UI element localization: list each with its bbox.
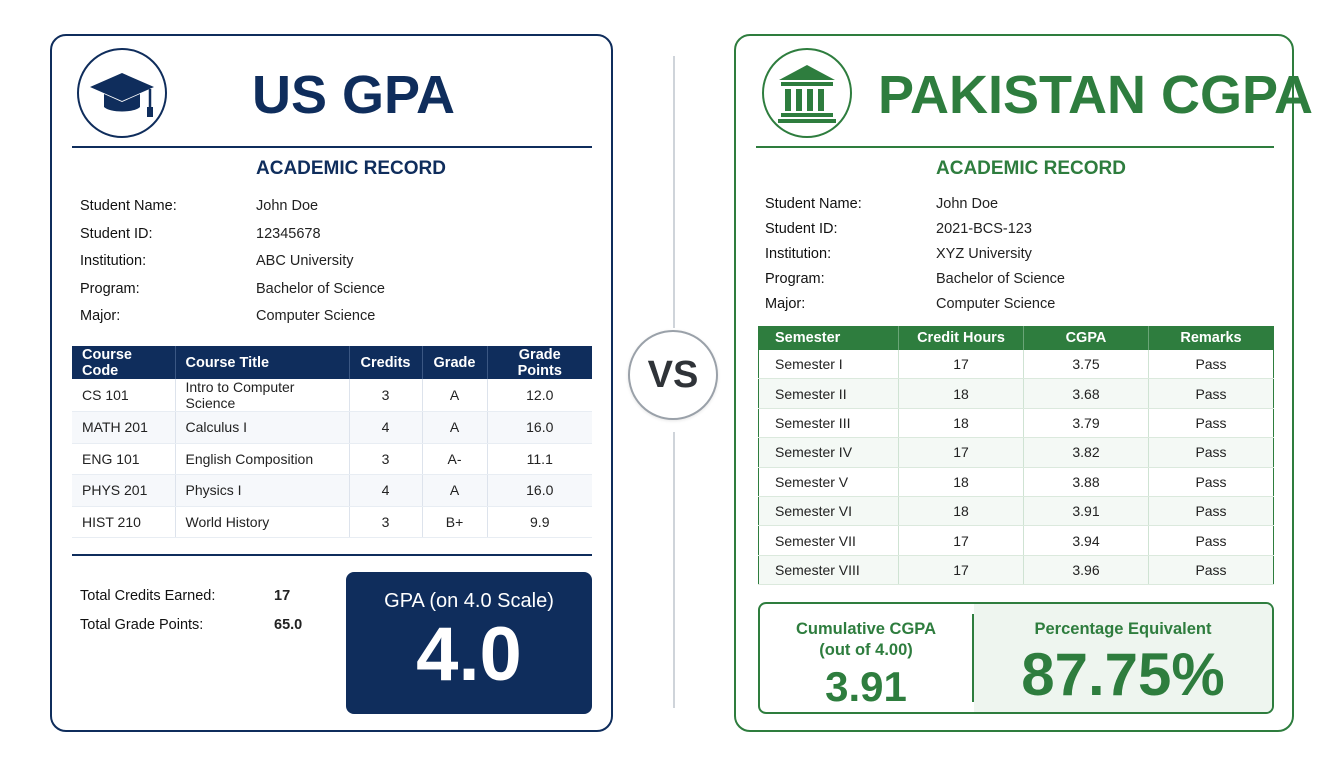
table-cell: 3.96 bbox=[1024, 555, 1149, 584]
info-value: Bachelor of Science bbox=[936, 271, 1065, 287]
table-row bbox=[759, 496, 1274, 525]
column-header: CGPA bbox=[1024, 327, 1149, 350]
info-label: Student Name: bbox=[765, 196, 862, 212]
table-cell: Semester VIII bbox=[759, 555, 899, 584]
us-title: US GPA bbox=[252, 65, 456, 125]
pk-summary-box bbox=[758, 602, 1274, 714]
table-cell: Pass bbox=[1149, 467, 1274, 496]
info-label: Program: bbox=[765, 271, 825, 287]
column-header: Semester bbox=[759, 327, 899, 350]
divider-line-top bbox=[673, 56, 675, 328]
percentage-value: 87.75% bbox=[1021, 641, 1225, 708]
cgpa-value: 3.91 bbox=[825, 663, 907, 710]
info-label: Student ID: bbox=[80, 225, 153, 242]
us-title-rule bbox=[72, 146, 592, 148]
cgpa-panel bbox=[760, 604, 972, 712]
gpa-result-box bbox=[346, 572, 592, 714]
table-cell: A bbox=[422, 412, 487, 444]
percentage-panel bbox=[974, 604, 1272, 712]
table-cell: B+ bbox=[422, 506, 487, 538]
info-value: Bachelor of Science bbox=[256, 280, 385, 297]
table-cell: 17 bbox=[899, 438, 1024, 467]
info-label: Institution: bbox=[80, 253, 147, 269]
table-cell: 16.0 bbox=[487, 475, 592, 507]
table-cell: Semester III bbox=[759, 408, 899, 437]
table-cell: A- bbox=[422, 443, 487, 475]
table-cell: 17 bbox=[899, 555, 1024, 584]
table-row bbox=[72, 412, 592, 444]
table-cell: 3.68 bbox=[1024, 379, 1149, 408]
table-cell: 3 bbox=[349, 379, 422, 412]
table-row bbox=[72, 443, 592, 475]
table-cell: ENG 101 bbox=[72, 443, 175, 475]
column-header: Grade Points bbox=[487, 346, 592, 379]
table-cell: HIST 210 bbox=[72, 506, 175, 538]
column-header: Remarks bbox=[1149, 327, 1274, 350]
info-value: XYZ University bbox=[936, 246, 1032, 262]
table-cell: 3 bbox=[349, 506, 422, 538]
table-cell: 3 bbox=[349, 443, 422, 475]
table-cell: Pass bbox=[1149, 526, 1274, 555]
us-emblem bbox=[77, 48, 167, 138]
pk-title: PAKISTAN CGPA bbox=[878, 65, 1314, 125]
table-cell: 3.94 bbox=[1024, 526, 1149, 555]
table-cell: 3.82 bbox=[1024, 438, 1149, 467]
table-row bbox=[72, 475, 592, 507]
table-row bbox=[759, 555, 1274, 584]
table-cell: 12.0 bbox=[487, 379, 592, 412]
info-value: Computer Science bbox=[256, 308, 376, 324]
table-cell: Semester II bbox=[759, 379, 899, 408]
info-value: Computer Science bbox=[936, 296, 1056, 312]
table-row bbox=[72, 506, 592, 538]
graduation-cap-icon bbox=[82, 53, 162, 133]
divider-line-bottom bbox=[673, 432, 675, 708]
table-cell: 18 bbox=[899, 467, 1024, 496]
table-cell: Calculus I bbox=[175, 412, 349, 444]
table-cell: A bbox=[422, 475, 487, 507]
table-cell: Semester VII bbox=[759, 526, 899, 555]
info-label: Major: bbox=[80, 308, 121, 324]
column-header: Course Title bbox=[175, 346, 349, 379]
info-label: Institution: bbox=[765, 246, 832, 262]
totals-label: Total Grade Points: bbox=[80, 617, 204, 633]
totals-label: Total Credits Earned: bbox=[80, 588, 216, 604]
table-cell: MATH 201 bbox=[72, 412, 175, 444]
table-cell: Semester I bbox=[759, 350, 899, 379]
percentage-caption: Percentage Equivalent bbox=[1034, 620, 1212, 638]
column-header: Course Code bbox=[72, 346, 175, 379]
info-label: Student ID: bbox=[765, 221, 838, 237]
university-building-icon bbox=[767, 53, 847, 133]
table-cell: 17 bbox=[899, 350, 1024, 379]
table-cell: CS 101 bbox=[72, 379, 175, 412]
totals-value: 17 bbox=[274, 588, 291, 604]
pk-title-rule bbox=[756, 146, 1274, 148]
table-cell: 4 bbox=[349, 475, 422, 507]
cgpa-caption bbox=[760, 619, 972, 661]
table-row bbox=[759, 438, 1274, 467]
table-cell: Intro to Computer Science bbox=[175, 379, 349, 412]
totals-value: 65.0 bbox=[274, 617, 303, 633]
table-cell: English Composition bbox=[175, 443, 349, 475]
info-value: John Doe bbox=[256, 198, 319, 214]
table-cell: 11.1 bbox=[487, 443, 592, 475]
vs-label: VS bbox=[647, 353, 699, 396]
table-header-row bbox=[759, 327, 1274, 350]
table-cell: 3.75 bbox=[1024, 350, 1149, 379]
column-header: Grade bbox=[422, 346, 487, 379]
table-row bbox=[759, 350, 1274, 379]
vs-badge bbox=[628, 330, 718, 420]
table-header-row bbox=[72, 346, 592, 379]
gpa-value: 4.0 bbox=[416, 612, 522, 697]
table-row bbox=[759, 467, 1274, 496]
us-section-title: ACADEMIC RECORD bbox=[256, 158, 446, 179]
table-cell: Semester IV bbox=[759, 438, 899, 467]
info-label: Student Name: bbox=[80, 198, 177, 214]
pakistan-cgpa-card bbox=[734, 34, 1314, 732]
table-cell: Pass bbox=[1149, 379, 1274, 408]
pk-emblem bbox=[762, 48, 852, 138]
table-row bbox=[759, 379, 1274, 408]
table-cell: 3.91 bbox=[1024, 496, 1149, 525]
info-label: Program: bbox=[80, 280, 140, 297]
table-cell: 3.88 bbox=[1024, 467, 1149, 496]
table-cell: Semester V bbox=[759, 467, 899, 496]
table-cell: Pass bbox=[1149, 350, 1274, 379]
info-value: 12345678 bbox=[256, 225, 321, 242]
us-gpa-card bbox=[50, 34, 613, 732]
table-cell: 3.79 bbox=[1024, 408, 1149, 437]
table-cell: 16.0 bbox=[487, 412, 592, 444]
table-cell: 18 bbox=[899, 496, 1024, 525]
column-header: Credits bbox=[349, 346, 422, 379]
table-cell: Pass bbox=[1149, 438, 1274, 467]
cgpa-caption-line1: Cumulative CGPA bbox=[796, 620, 936, 638]
pk-section-title: ACADEMIC RECORD bbox=[936, 158, 1126, 179]
table-cell: Semester VI bbox=[759, 496, 899, 525]
cgpa-caption-line2: (out of 4.00) bbox=[819, 641, 913, 659]
info-value: John Doe bbox=[936, 196, 999, 212]
table-cell: 17 bbox=[899, 526, 1024, 555]
table-row bbox=[72, 379, 592, 412]
table-cell: PHYS 201 bbox=[72, 475, 175, 507]
table-cell: 4 bbox=[349, 412, 422, 444]
table-cell: 18 bbox=[899, 379, 1024, 408]
us-table-rule bbox=[72, 554, 592, 556]
table-cell: 9.9 bbox=[487, 506, 592, 538]
info-value: 2021-BCS-123 bbox=[936, 221, 1032, 237]
table-cell: A bbox=[422, 379, 487, 412]
column-header: Credit Hours bbox=[899, 327, 1024, 350]
table-cell: Pass bbox=[1149, 496, 1274, 525]
gpa-caption: GPA (on 4.0 Scale) bbox=[384, 590, 554, 612]
table-cell: Physics I bbox=[175, 475, 349, 507]
table-cell: Pass bbox=[1149, 408, 1274, 437]
info-value: ABC University bbox=[256, 253, 354, 269]
table-cell: Pass bbox=[1149, 555, 1274, 584]
us-course-table bbox=[72, 346, 592, 538]
pk-semester-table bbox=[758, 326, 1274, 585]
table-row bbox=[759, 526, 1274, 555]
info-label: Major: bbox=[765, 296, 806, 312]
table-row bbox=[759, 408, 1274, 437]
table-cell: World History bbox=[175, 506, 349, 538]
table-cell: 18 bbox=[899, 408, 1024, 437]
